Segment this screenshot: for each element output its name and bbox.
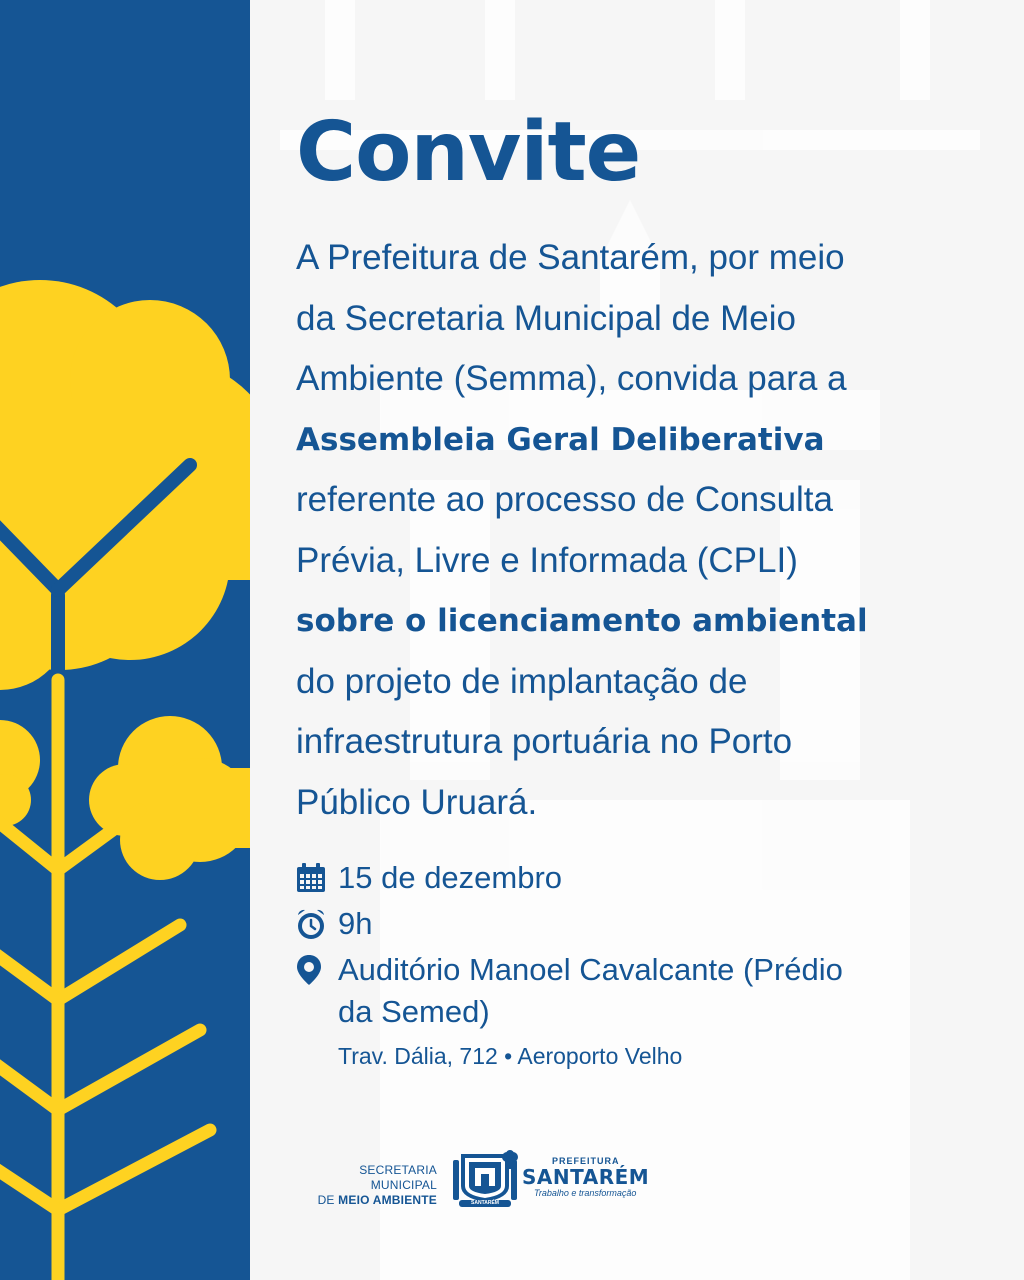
semma-line1: SECRETARIA MUNICIPAL	[359, 1163, 437, 1192]
body-line: da Secretaria Municipal de Meio	[296, 298, 796, 338]
calendar-icon	[296, 857, 326, 899]
event-date: 15 de dezembro	[338, 860, 563, 895]
event-time-row	[296, 903, 986, 945]
tree-logo-icon	[500, 1150, 520, 1175]
tree-canopy-large	[0, 280, 250, 690]
event-address: Trav. Dália, 712 • Aeroporto Velho	[338, 1043, 683, 1069]
body-line: Público Uruará.	[296, 782, 538, 822]
event-venue	[338, 949, 843, 1033]
event-venue-row	[296, 949, 986, 1033]
prefeitura-slogan: Trabalho e transformação	[534, 1188, 637, 1198]
event-time: 9h	[338, 906, 373, 941]
prefeitura-city: SANTARÉM	[522, 1165, 650, 1189]
crest-label: SANTARÉM	[471, 1200, 499, 1206]
tree-canopy-small-left	[0, 720, 40, 826]
body-line: do projeto de implantação de	[296, 661, 748, 701]
venue-line: Auditório Manoel Cavalcante (Prédio	[338, 952, 843, 987]
alarm-clock-icon	[296, 903, 326, 945]
body-line: infraestrutura portuária no Porto	[296, 722, 793, 761]
tree-illustration	[0, 0, 250, 1280]
prefeitura-label: PREFEITURA	[552, 1156, 620, 1166]
semma-logo-text	[296, 1163, 437, 1208]
footer-logos	[296, 1146, 696, 1206]
location-pin-icon	[296, 949, 326, 991]
body-line: A Prefeitura de Santarém, por meio	[296, 238, 845, 277]
event-details	[296, 857, 986, 1071]
semma-line2-prefix: DE	[317, 1193, 339, 1207]
body-line: Ambiente (Semma), convida para a	[296, 359, 847, 398]
body-line: Prévia, Livre e Informada (CPLI)	[296, 540, 798, 580]
tree-canopy-small-right	[89, 716, 250, 880]
event-date-row	[296, 857, 986, 899]
page-title: Convite	[296, 105, 641, 200]
invitation-body	[296, 228, 986, 833]
venue-line: da Semed)	[338, 994, 490, 1029]
body-line-highlight: sobre o licenciamento ambiental	[296, 603, 868, 639]
body-line-highlight: Assembleia Geral Deliberativa	[296, 421, 825, 458]
body-line: referente ao processo de Consulta	[296, 480, 833, 519]
decorative-side-panel	[0, 0, 250, 1280]
semma-line2-bold: MEIO AMBIENTE	[338, 1193, 437, 1207]
